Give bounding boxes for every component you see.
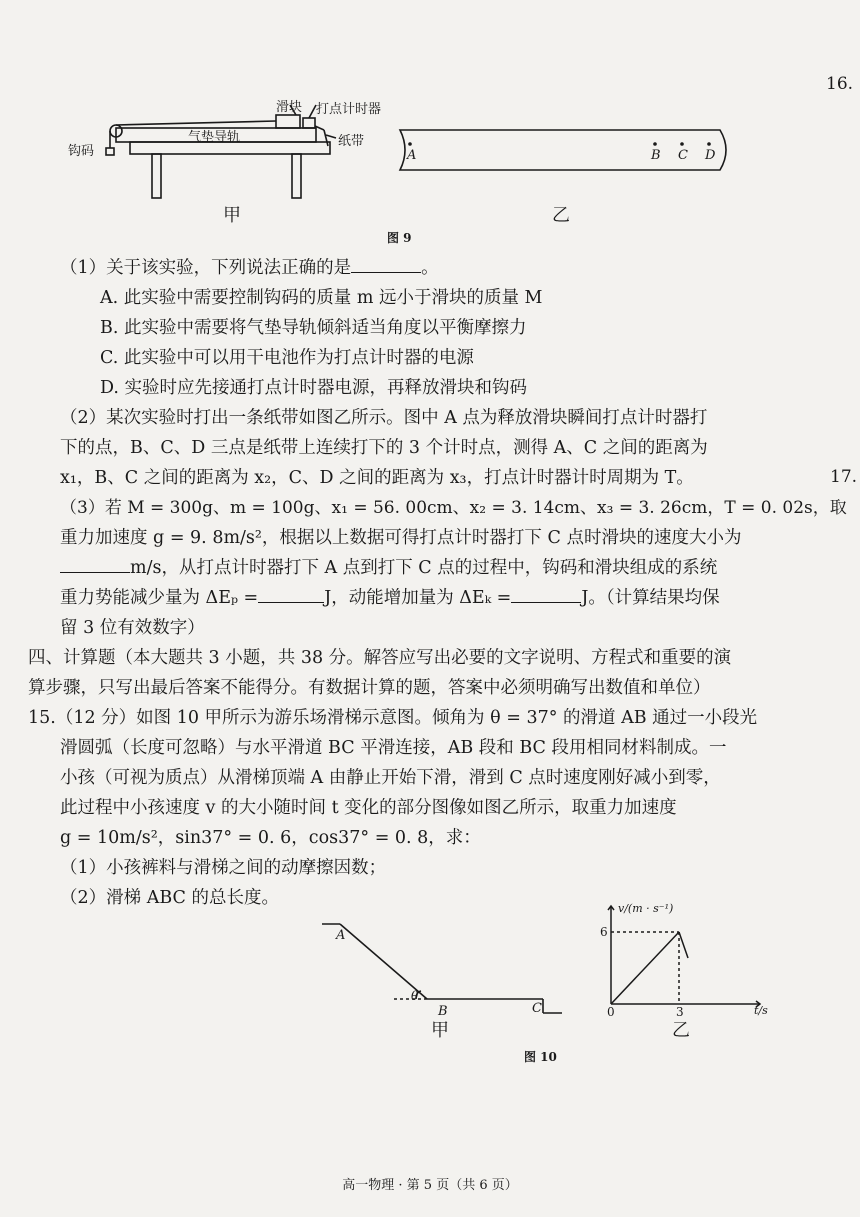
slide-label-c: C xyxy=(532,1001,542,1016)
hook-weight-label: 钩码 xyxy=(68,144,95,159)
fig10-sub-right: 乙 xyxy=(672,1020,690,1041)
option-d: D. 实验时应先接通打点计时器电源，再释放滑块和钩码 xyxy=(100,378,528,398)
q14-part2-line1: （2）某次实验时打出一条纸带如图乙所示。图中 A 点为释放滑块瞬间打点计时器打 xyxy=(60,408,708,428)
tape-point-c xyxy=(680,142,684,146)
slide-diagram xyxy=(300,900,570,1020)
slider-label: 滑块 xyxy=(276,100,303,115)
figure-9 xyxy=(60,88,760,248)
slide-label-b: B xyxy=(438,1004,448,1019)
option-b: B. 此实验中需要将气垫导轨倾斜适当角度以平衡摩擦力 xyxy=(100,318,527,338)
timer-label: 打点计时器 xyxy=(316,102,382,117)
fig9-caption: 图 9 xyxy=(387,231,412,245)
answer-blank-1[interactable] xyxy=(351,254,421,273)
q14-part3-line2: 重力加速度 g = 9. 8m/s²，根据以上数据可得打点计时器打下 C 点时滑块的速度大小为 xyxy=(60,528,742,548)
tape-point-b xyxy=(653,142,657,146)
answer-blank-kinetic[interactable] xyxy=(511,584,581,603)
fig10-sub-left: 甲 xyxy=(431,1020,449,1041)
slide-label-theta: θ xyxy=(411,989,419,1003)
q15-line5: g = 10m/s²，sin37° = 0. 6，cos37° = 0. 8，求： xyxy=(60,828,481,848)
q15-sub2: （2）滑梯 ABC 的总长度。 xyxy=(60,888,279,908)
side-number-17: 17. xyxy=(830,467,858,487)
graph-origin: 0 xyxy=(607,1005,615,1019)
fig9-sub-left: 甲 xyxy=(223,205,241,226)
tape-point-a xyxy=(408,142,412,146)
q15-line4: 此过程中小孩速度 v 的大小随时间 t 变化的部分图像如图乙所示，取重力加速度 xyxy=(60,798,677,818)
q14-part3-line3: m/s，从打点计时器打下 A 点到打下 C 点的过程中，钩码和滑块组成的系统 xyxy=(60,553,717,583)
tape-label-d: D xyxy=(705,148,716,163)
tape-label-b: B xyxy=(651,148,661,163)
fig10-caption: 图 10 xyxy=(524,1050,557,1064)
side-number-16: 16. xyxy=(826,74,854,94)
graph-ylabel: v/(m · s⁻¹) xyxy=(618,902,674,915)
section4-line1: 四、计算题（本大题共 3 小题，共 38 分。解答应写出必要的文字说明、方程式和重要的演 xyxy=(28,648,732,668)
option-a: A. 此实验中需要控制钩码的质量 m 远小于滑块的质量 M xyxy=(100,288,543,308)
figure-10 xyxy=(300,900,780,1070)
q14-part3-line1: （3）若 M = 300g、m = 100g、x₁ = 56. 00cm、x₂ = 3. 14cm、x₃ = 3. 26cm，T = 0. 02s，取 xyxy=(60,498,847,518)
q15-sub1: （1）小孩裤料与滑梯之间的动摩擦因数； xyxy=(60,858,387,878)
answer-blank-velocity[interactable] xyxy=(60,554,130,573)
section4-line2: 算步骤，只写出最后答案不能得分。有数据计算的题，答案中必须明确写出数值和单位） xyxy=(28,678,711,698)
graph-xlabel: t/s xyxy=(754,1004,768,1017)
q14-part2-line3: x₁，B、C 之间的距离为 x₂，C、D 之间的距离为 x₃，打点计时器计时周期为 T。 xyxy=(60,468,694,488)
q15-line3: 小孩（可视为质点）从滑梯顶端 A 由静止开始下滑，滑到 C 点时速度刚好减小到零， xyxy=(60,768,721,788)
graph-xtick-3: 3 xyxy=(676,1005,684,1019)
rail-label: 气垫导轨 xyxy=(188,130,241,145)
answer-blank-potential[interactable] xyxy=(258,584,324,603)
q14-part2-line2: 下的点，B、C、D 三点是纸带上连续打下的 3 个计时点，测得 A、C 之间的距离为 xyxy=(60,438,708,458)
q15-line2: 滑圆弧（长度可忽略）与水平滑道 BC 平滑连接，AB 段和 BC 段用相同材料制成。一 xyxy=(60,738,727,758)
graph-ytick-6: 6 xyxy=(600,925,608,939)
fig9-sub-right: 乙 xyxy=(552,205,570,226)
q14-part3-line5: 留 3 位有效数字） xyxy=(60,618,205,638)
tape-label: 纸带 xyxy=(338,134,365,149)
tape-label-a: A xyxy=(407,148,417,163)
velocity-time-graph xyxy=(600,900,770,1020)
page-footer: 高一物理 · 第 5 页（共 6 页） xyxy=(342,1178,518,1193)
slide-label-a: A xyxy=(336,928,346,943)
tape-point-d xyxy=(707,142,711,146)
q14-part3-line4: 重力势能减少量为 ΔEₚ = J，动能增加量为 ΔEₖ = J。（计算结果均保 xyxy=(60,583,720,613)
option-c: C. 此实验中可以用干电池作为打点计时器的电源 xyxy=(100,348,474,368)
q15-line1: 15.（12 分）如图 10 甲所示为游乐场滑梯示意图。倾角为 θ = 37° 的滑道 AB 通过一小段光 xyxy=(28,708,758,728)
q14-part1: （1）关于该实验，下列说法正确的是 。 xyxy=(60,253,439,283)
tape-label-c: C xyxy=(678,148,688,163)
